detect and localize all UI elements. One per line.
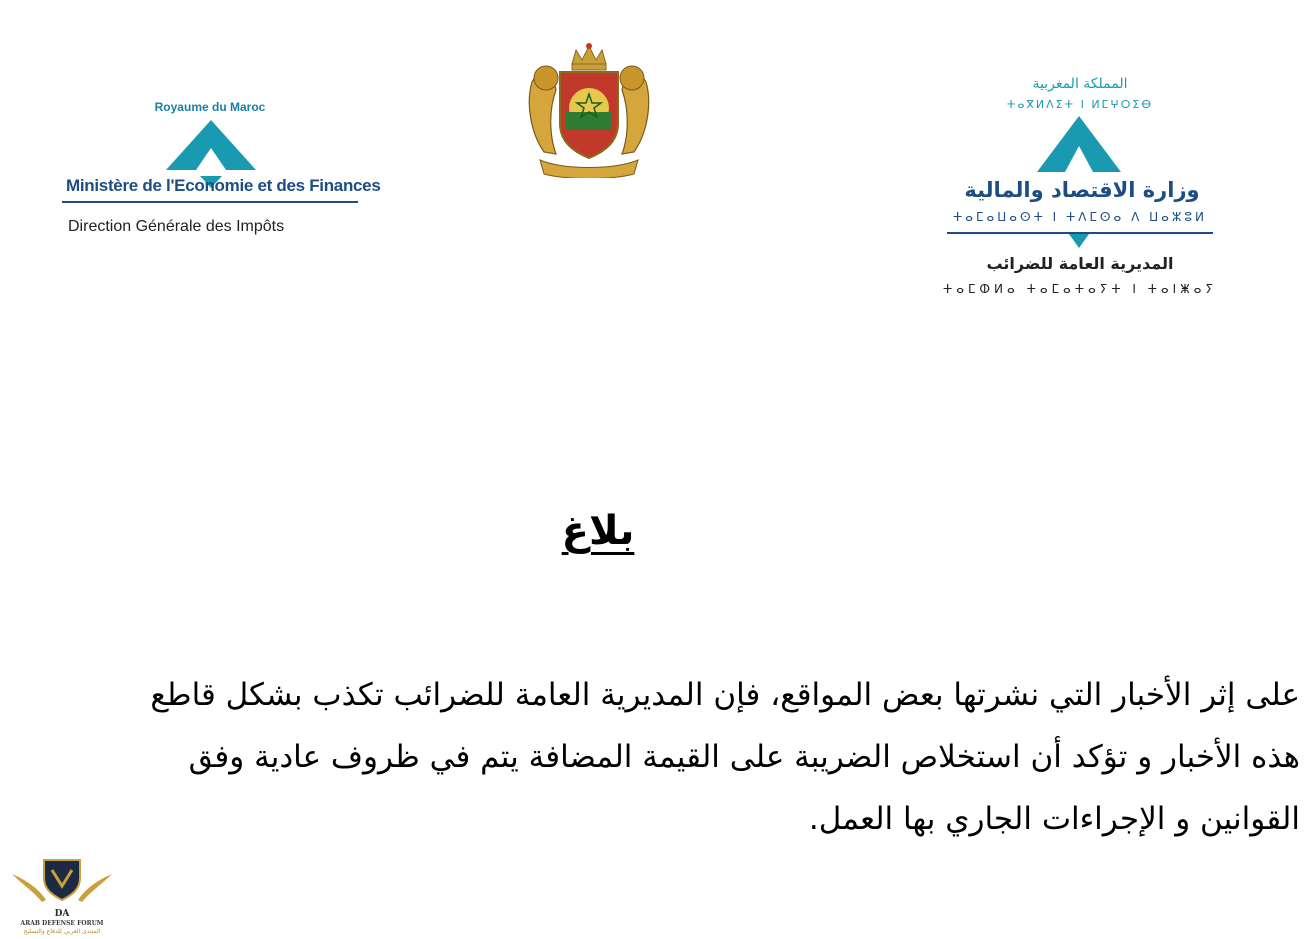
communique-title	[0, 508, 1196, 554]
svg-text:DA: DA	[54, 909, 70, 919]
ministry-label-tifinagh: ⵜⴰⵎⴰⵡⴰⵙⵜ ⵏ ⵜⴷⵎⵙⴰ ⴷ ⵡⴰⵣⵓⵍ	[953, 210, 1207, 224]
communique-body	[60, 664, 1300, 850]
dgi-logo-arabic	[925, 72, 1235, 302]
logo-divider-ar	[947, 232, 1213, 234]
forum-name-en: ARAB DEFENSE FORUM	[20, 920, 104, 927]
body-line: القوانين و الإجراءات الجاري بها العمل.	[808, 801, 1300, 837]
logo-divider	[62, 201, 358, 203]
body-line: على إثر الأخبار التي نشرتها بعض المواقع، فإن المديرية العامة للضرائب تكذب بشكل قاطع	[150, 677, 1300, 713]
forum-shield-icon	[6, 856, 118, 920]
dgi-logo-french	[60, 98, 381, 248]
dgi-triangle-icon	[156, 118, 266, 218]
communique-title-text: بلاغ	[561, 508, 635, 554]
kingdom-label-fr: Royaume du Maroc	[154, 100, 266, 114]
arab-defense-forum-watermark	[6, 856, 118, 936]
direction-label-tifinagh: ⵜⴰⵎⵀⵍⴰ ⵜⴰⵎⴰⵜⴰⵢⵜ ⵏ ⵜⴰⵏⵥⴰⵢ	[942, 282, 1218, 296]
kingdom-label-ar: المملكة المغربية	[1032, 76, 1128, 92]
moroccan-coat-of-arms-icon	[522, 42, 656, 178]
body-line: هذه الأخبار و تؤكد أن استخلاص الضريبة على القيمة المضافة يتم في ظروف عادية وفق	[188, 739, 1300, 775]
forum-name-ar: المنتدى العربي للدفاع والتسليح	[23, 928, 101, 935]
kingdom-label-tifinagh: ⵜⴰⴳⵍⴷⵉⵜ ⵏ ⵍⵎⵖⵔⵉⴱ	[1006, 98, 1154, 111]
ministry-label-ar: وزارة الاقتصاد والمالية	[964, 178, 1200, 202]
direction-label-fr: Direction Générale des Impôts	[68, 218, 285, 235]
direction-label-ar: المديرية العامة للضرائب	[986, 254, 1174, 273]
ministry-label-fr: Ministère de l'Economie et des Finances	[66, 176, 381, 195]
